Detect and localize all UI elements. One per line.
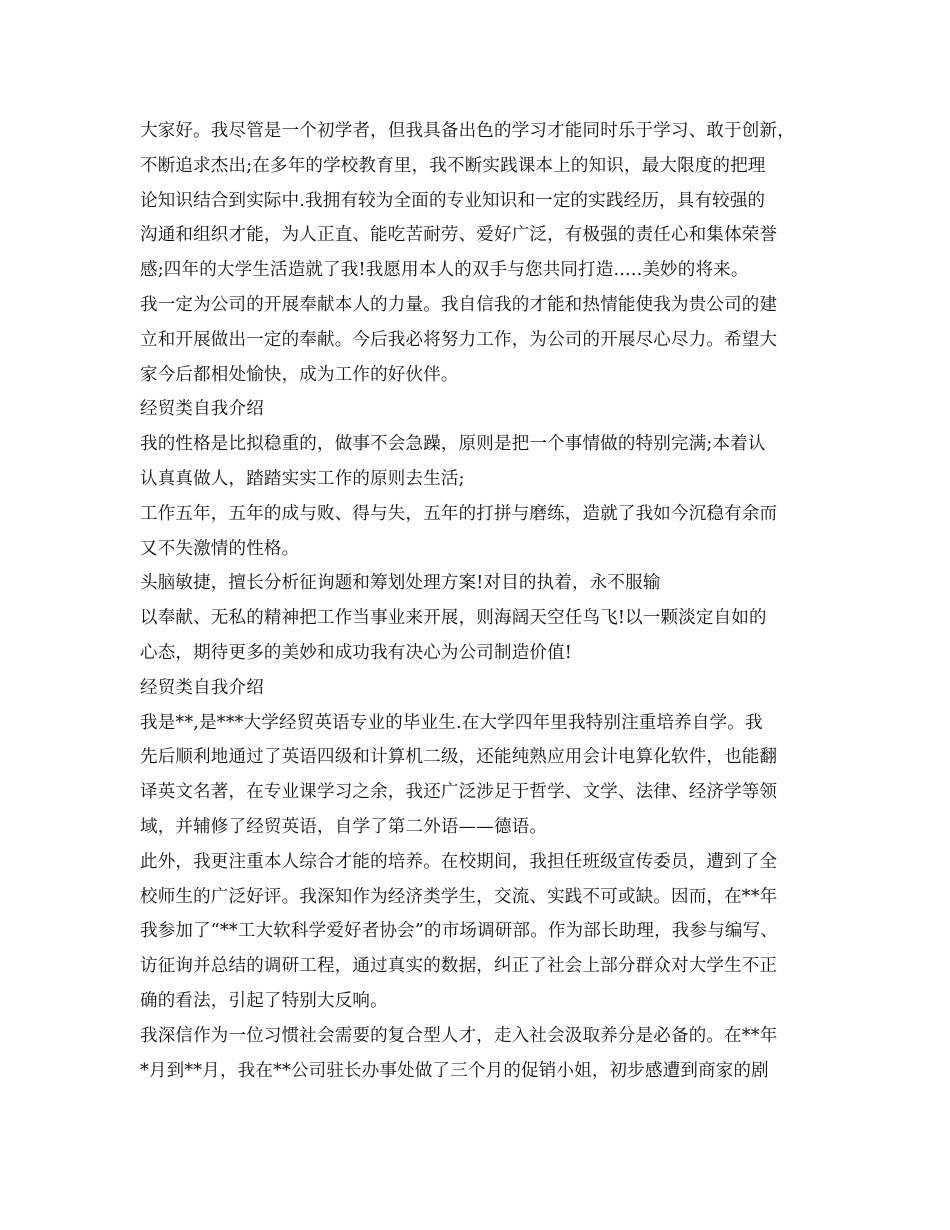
text-line: 家今后都相处愉快，成为工作的好伙伴。 (140, 364, 459, 385)
section-heading: 经贸类自我介绍 (140, 399, 264, 420)
text-line: 校师生的广泛好评。我深知作为经济类学生，交流、实践不可或缺。因而，在**年 (140, 886, 778, 907)
text-line: 译英文名著，在专业课学习之余，我还广泛涉足于哲学、文学、法律、经济学等领 (140, 782, 778, 803)
text-line: 我是**,是***大学经贸英语专业的毕业生.在大学四年里我特别注重培养自学。我 (140, 712, 763, 733)
text-line: 我深信作为一位习惯社会需要的复合型人才，走入社会汲取养分是必备的。在**年 (140, 1025, 778, 1046)
text-line: 头脑敏捷，擅长分析征询题和筹划处理方案!对目的执着，永不服输 (140, 573, 661, 594)
document-body (140, 114, 840, 1088)
text-line: 我一定为公司的开展奉献本人的力量。我自信我的才能和热情能使我为贵公司的建 (140, 294, 778, 315)
text-line: 工作五年，五年的成与败、得与失，五年的打拼与磨练，造就了我如今沉稳有余而 (140, 503, 778, 524)
text-line: 不断追求杰出;在多年的学校教育里，我不断实践课本上的知识，最大限度的把理 (140, 155, 766, 176)
text-line: 心态，期待更多的美妙和成功我有决心为公司制造价值! (140, 642, 573, 663)
text-line: 认真真做人，踏踏实实工作的原则去生活; (140, 468, 465, 489)
text-line: 域，并辅修了经贸英语，自学了第二外语——德语。 (140, 816, 548, 837)
text-line: 我的性格是比拟稳重的，做事不会急躁，原则是把一个事情做的特别完满;本着认 (140, 434, 766, 455)
text-line: 访征询并总结的调研工程，通过真实的数据，纠正了社会上部分群众对大学生不正 (140, 956, 778, 977)
text-line: *月到**月，我在**公司驻长办事处做了三个月的促销小姐，初步感遭到商家的剧 (140, 1060, 769, 1081)
text-line: 先后顺利地通过了英语四级和计算机二级，还能纯熟应用会计电算化软件，也能翻 (140, 747, 778, 768)
text-line: 又不失激情的性格。 (140, 538, 300, 559)
text-line: 感;四年的大学生活造就了我!我愿用本人的双手与您共同打造.....美妙的将来。 (140, 260, 749, 281)
text-line: 论知识结合到实际中.我拥有较为全面的专业知识和一定的实践经历，具有较强的 (140, 190, 766, 211)
section-heading: 经贸类自我介绍 (140, 677, 264, 698)
text-line: 此外，我更注重本人综合才能的培养。在校期间，我担任班级宣传委员，遭到了全 (140, 851, 778, 872)
text-line: 沟通和组织才能，为人正直、能吃苦耐劳、爱好广泛，有极强的责任心和集体荣誉 (140, 225, 778, 246)
text-line: 大家好。我尽管是一个初学者，但我具备出色的学习才能同时乐于学习、敢于创新， (140, 121, 795, 141)
text-line: 我参加了“**工大软科学爱好者协会”的市场调研部。作为部长助理，我参与编写、 (140, 921, 778, 942)
text-line: 以奉献、无私的精神把工作当事业来开展，则海阔天空任鸟飞!以一颗淡定自如的 (140, 608, 767, 629)
text-line: 确的看法，引起了特别大反响。 (140, 990, 388, 1011)
text-line: 立和开展做出一定的奉献。今后我必将努力工作，为公司的开展尽心尽力。希望大 (140, 329, 778, 350)
